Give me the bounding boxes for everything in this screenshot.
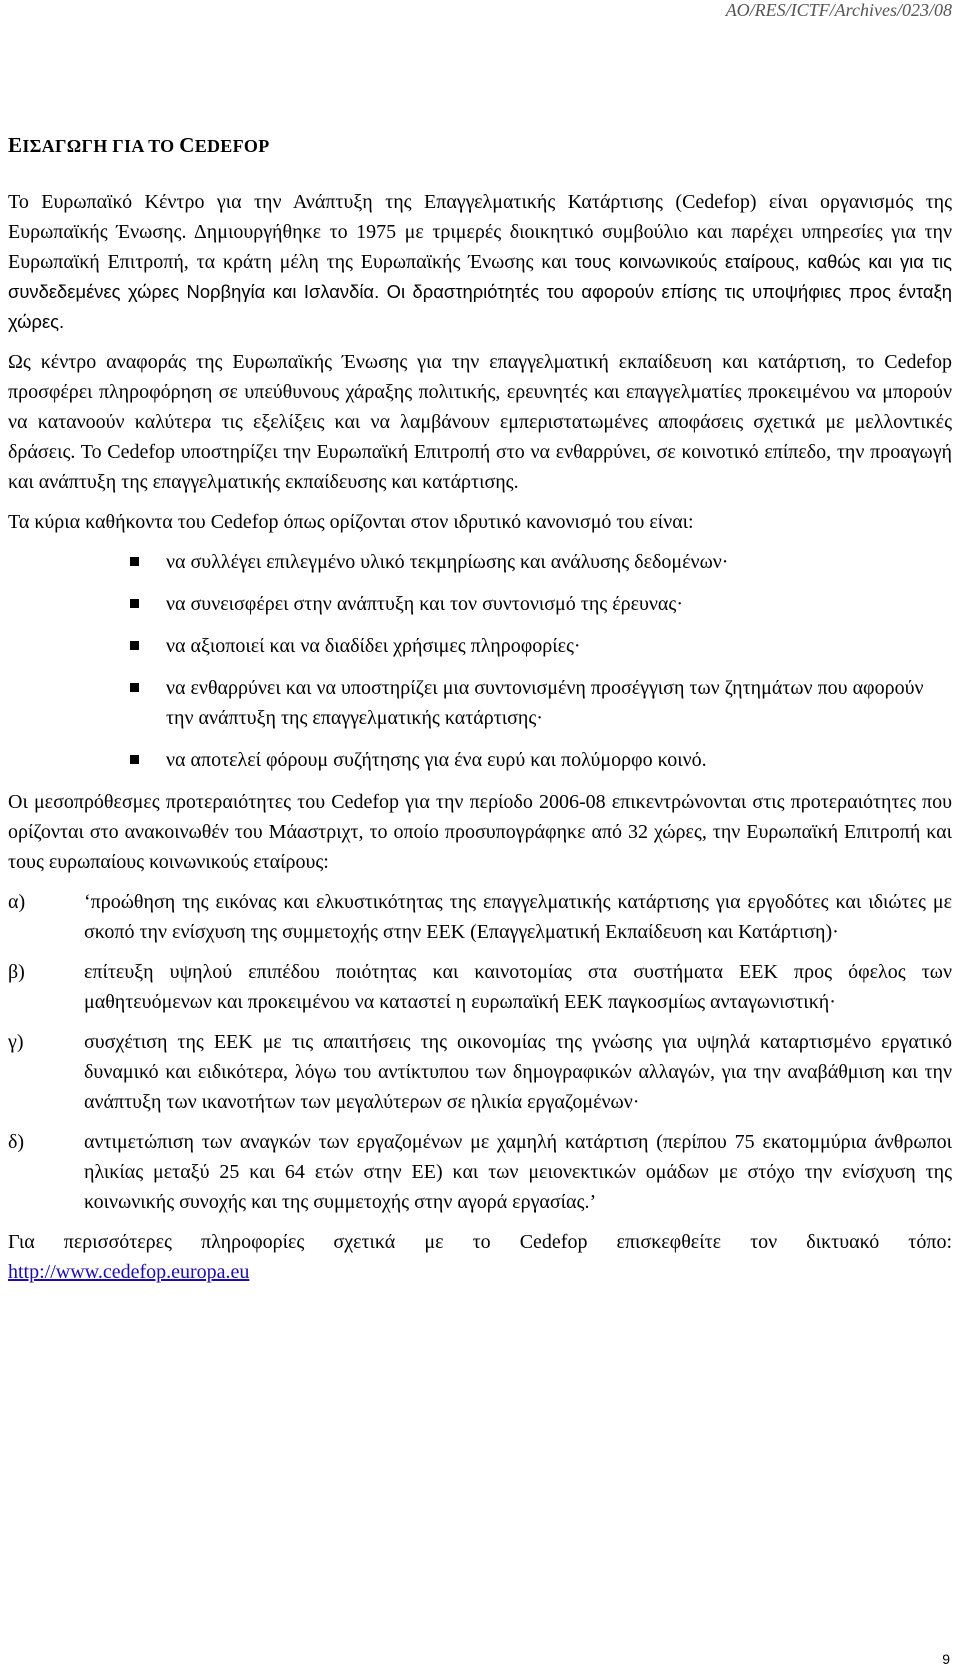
priority-text: επίτευξη υψηλού επιπέδου ποιότητας και καινοτομίας στα συστήματα ΕΕΚ προς όφελος των μαθητευόμενων και προκειμένου να καταστεί η ευρωπαϊκή ΕΕΚ παγκοσμίως ανταγωνιστική·: [84, 961, 952, 1013]
list-item: [8, 547, 952, 577]
priority-item: [8, 1127, 952, 1217]
priorities-intro-paragraph: Οι μεσοπρόθεσμες προτεραιότητες του Cedefop για την περίοδο 2006-08 επικεντρώνονται στις προτεραιότητες που ορίζονται στο ανακοινωθέν του Μάαστριχτ, το οποίο προσυπογράφηκε από 32 χώρες, την Ευρωπαϊκή Επιτροπή και τους ευρωπαίους κοινωνικούς εταίρους:: [8, 791, 952, 873]
priority-label: α): [8, 891, 26, 913]
cedefop-website-link[interactable]: http://www.cedefop.europa.eu: [8, 1261, 250, 1283]
page-number: 9: [942, 1651, 950, 1667]
list-item: [8, 631, 952, 661]
document-body: [8, 130, 952, 1297]
list-item-text: να αξιοποιεί και να διαδίδει χρήσιμες πληροφορίες·: [166, 635, 581, 657]
heading-text-2: EDEFOP: [194, 136, 270, 156]
square-bullet-icon: [130, 683, 139, 692]
more-info-text: Για περισσότερες πληροφορίες σχετικά με το Cedefop επισκεφθείτε τον δικτυακό τόπο:: [8, 1231, 952, 1253]
square-bullet-icon: [130, 599, 139, 608]
priority-item: [8, 887, 952, 947]
list-item-text: να συνεισφέρει στην ανάπτυξη και τον συντονισμό της έρευνας·: [166, 593, 683, 615]
priority-label: δ): [8, 1131, 25, 1153]
priority-label: γ): [8, 1031, 24, 1053]
section-heading: [8, 130, 952, 161]
more-info-paragraph: [8, 1227, 952, 1287]
intro-paragraph: [8, 187, 952, 337]
priority-text: ‘προώθηση της εικόνας και ελκυστικότητας της επαγγελματικής κατάρτισης για εργοδότες και ιδιώτες με σκοπό την ενίσχυση της συμμετοχής στην ΕΕΚ (Επαγγελματική Εκπαίδευση και Κατάρτιση)·: [84, 891, 952, 943]
square-bullet-icon: [130, 641, 139, 650]
square-bullet-icon: [130, 557, 139, 566]
priority-text: αντιμετώπιση των αναγκών των εργαζομένων με χαμηλή κατάρτιση (περίπου 75 εκατομμύρια άνθρωποι ηλικίας μεταξύ 25 και 64 ετών στην ΕΕ) και των μειονεκτικών ομάδων με στόχο την ενίσχυση της κοινωνικής συνοχής και της συμμετοχής στην αγορά εργασίας.’: [84, 1131, 952, 1213]
priority-label: β): [8, 961, 25, 983]
intro-paragraph-sans: τους κοινωνικούς εταίρους, καθώς και για τις συνδεδεμένες χώρες Νορβηγία και Ισλανδία. Οι δραστηριότητές του αφορούν επίσης τις υποψήφιες προς ένταξη χώρες.: [8, 251, 953, 332]
list-item-text: να αποτελεί φόρουμ συζήτησης για ένα ευρύ και πολύμορφο κοινό.: [166, 749, 707, 771]
list-item: [8, 745, 952, 775]
priorities-list: [8, 887, 952, 1217]
reference-centre-paragraph: Ως κέντρο αναφοράς της Ευρωπαϊκής Ένωσης για την επαγγελματική εκπαίδευση και κατάρτιση, το Cedefop προσφέρει πληροφόρηση σε υπεύθυνους χάραξης πολιτικής, ερευνητές και επαγγελματίες προκειμένου να μπορούν να κατανοούν καλύτερα τις εξελίξεις και να λαμβάνουν εμπεριστατωμένες αποφάσεις σχετικά με μελλοντικές δράσεις. Το Cedefop υποστηρίζει την Ευρωπαϊκή Επιτροπή στο να ενθαρρύνει, σε κοινοτικό επίπεδο, την προαγωγή και ανάπτυξη της επαγγελματικής εκπαίδευσης και κατάρτισης.: [8, 351, 952, 493]
square-bullet-icon: [130, 755, 139, 764]
heading-initial-2: C: [179, 133, 195, 157]
document-reference: AO/RES/ICTF/Archives/023/08: [725, 0, 952, 20]
priority-item: [8, 957, 952, 1017]
list-item-text: να ενθαρρύνει και να υποστηρίζει μια συντονισμένη προσέγγιση των ζητημάτων που αφορούν την ανάπτυξη της επαγγελματικής κατάρτισης·: [166, 677, 924, 729]
intro-paragraph-serif: Το Ευρωπαϊκό Κέντρο για την Ανάπτυξη της Επαγγελματικής Κατάρτισης (Cedefop) είναι οργανισμός της Ευρωπαϊκής Ένωσης. Δημιουργήθηκε το 1975 με τριμερές διοικητικό συμβούλιο και παρέχει υπηρεσίες για την Ευρωπαϊκή Επιτροπή, τα κράτη μέλη της Ευρωπαϊκής Ένωσης και: [8, 191, 952, 273]
priority-item: [8, 1027, 952, 1117]
list-item: [8, 673, 952, 733]
tasks-intro-paragraph: Τα κύρια καθήκοντα του Cedefop όπως ορίζονται στον ιδρυτικό κανονισμό του είναι:: [8, 511, 694, 533]
list-item: [8, 589, 952, 619]
list-item-text: να συλλέγει επιλεγμένο υλικό τεκμηρίωσης και ανάλυσης δεδομένων·: [166, 551, 729, 573]
priority-text: συσχέτιση της ΕΕΚ με τις απαιτήσεις της οικονομίας της γνώσης για υψηλά καταρτισμένο εργατικό δυναμικό και ειδικότερα, λόγω του αντίκτυπου των δημογραφικών αλλαγών, για την αναβάθμιση και την ανάπτυξη των ικανοτήτων των μεγαλύτερων σε ηλικία εργαζομένων·: [84, 1031, 952, 1113]
heading-initial-1: Ε: [8, 133, 23, 157]
heading-text-1: ΙΣΑΓΩΓΗ ΓΙΑ ΤΟ: [22, 136, 180, 156]
tasks-list: [8, 547, 952, 775]
